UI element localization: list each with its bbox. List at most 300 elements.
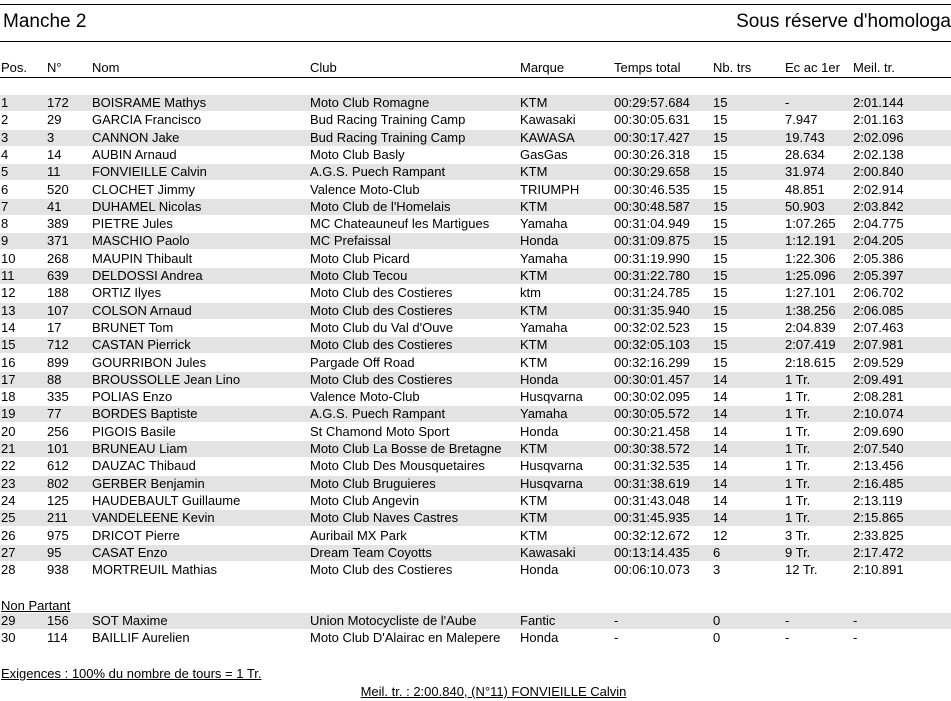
cell-pos: 26 [1, 528, 16, 543]
cell-brand: Fantic [520, 614, 556, 628]
cell-club: Dream Team Coyotts [310, 545, 432, 560]
cell-gap: 1 Tr. [785, 407, 811, 422]
cell-name: GERBER Benjamin [92, 476, 205, 491]
cell-best: - [853, 631, 858, 646]
cell-time: 00:31:45.935 [614, 511, 690, 526]
cell-brand: KAWASA [520, 130, 575, 145]
cell-num: 107 [47, 303, 69, 318]
table-row[interactable] [0, 337, 951, 353]
cell-brand: ktm [520, 286, 541, 301]
cell-laps: 15 [713, 234, 728, 249]
cell-time: 00:13:14.435 [614, 545, 690, 560]
cell-gap: 28.634 [785, 147, 825, 162]
cell-pos: 30 [1, 631, 16, 646]
cell-club: Moto Club des Costieres [310, 563, 453, 578]
cell-brand: Kawasaki [520, 113, 576, 128]
cell-brand: GasGas [520, 147, 568, 162]
cell-time: 00:31:24.785 [614, 286, 690, 301]
cell-num: 975 [47, 528, 69, 543]
cell-laps: 14 [713, 511, 728, 526]
cell-club: Moto Club des Costieres [310, 286, 453, 301]
cell-best: 2:01.144 [853, 96, 904, 110]
cell-name: ORTIZ Ilyes [92, 286, 162, 301]
col-header-num[interactable]: N° [47, 60, 62, 75]
cell-club: Moto Club des Costieres [310, 303, 453, 318]
cell-pos: 13 [1, 303, 16, 318]
cell-brand: Yamaha [520, 217, 568, 232]
cell-time: 00:30:48.587 [614, 199, 690, 214]
cell-name: BAILLIF Aurelien [92, 631, 190, 646]
cell-pos: 20 [1, 424, 16, 439]
cell-club: Moto Club du Val d'Ouve [310, 320, 454, 335]
cell-time: 00:06:10.073 [614, 563, 690, 578]
table-row[interactable] [0, 630, 951, 646]
cell-pos: 3 [1, 130, 9, 145]
cell-brand: KTM [520, 493, 548, 508]
cell-num: 29 [47, 113, 62, 128]
cell-club: Union Motocycliste de l'Aube [310, 614, 477, 628]
cell-best: 2:17.472 [853, 545, 904, 560]
cell-club: Moto Club Basly [310, 147, 405, 162]
cell-time: 00:31:35.940 [614, 303, 690, 318]
cell-pos: 11 [1, 269, 15, 283]
cell-club: Moto Club Tecou [310, 269, 408, 283]
col-header-laps[interactable]: Nb. trs [713, 60, 752, 75]
cell-club: Moto Club La Bosse de Bretagne [310, 442, 502, 456]
table-row[interactable] [0, 406, 951, 422]
table-row[interactable] [0, 493, 951, 509]
cell-pos: 27 [1, 545, 16, 560]
cell-name: GOURRIBON Jules [92, 355, 207, 370]
non-partant-heading: Non Partant [1, 598, 71, 613]
cell-brand: Yamaha [520, 320, 568, 335]
cell-gap: 2:07.419 [785, 338, 836, 353]
cell-time: 00:30:17.427 [614, 130, 690, 145]
table-row[interactable] [0, 545, 951, 561]
cell-laps: 15 [713, 165, 728, 180]
cell-time: 00:30:26.318 [614, 147, 690, 162]
cell-gap: 1:38.256 [785, 303, 836, 318]
cell-pos: 4 [1, 147, 9, 162]
cell-gap: 48.851 [785, 182, 825, 197]
cell-brand: Yamaha [520, 407, 568, 422]
cell-brand: Husqvarna [520, 459, 583, 474]
cell-laps: 15 [713, 147, 728, 162]
cell-best: 2:03.842 [853, 199, 904, 214]
cell-laps: 14 [713, 476, 728, 491]
cell-brand: KTM [520, 528, 548, 543]
cell-laps: 0 [713, 631, 721, 646]
cell-best: 2:16.485 [853, 476, 904, 491]
cell-laps: 3 [713, 563, 721, 578]
col-header-best[interactable]: Meil. tr. [853, 60, 895, 75]
cell-gap: 31.974 [785, 165, 825, 180]
cell-pos: 28 [1, 563, 16, 578]
cell-gap: 3 Tr. [785, 528, 811, 543]
cell-name: HAUDEBAULT Guillaume [92, 493, 241, 508]
cell-club: Moto Club Bruguieres [310, 476, 436, 491]
cell-best: 2:02.096 [853, 130, 904, 145]
cell-club: Moto Club Angevin [310, 493, 420, 508]
col-header-pos[interactable]: Pos. [1, 60, 28, 75]
cell-laps: 14 [713, 442, 728, 456]
cell-best: 2:08.281 [853, 390, 904, 405]
cell-pos: 16 [1, 355, 16, 370]
cell-time: 00:32:16.299 [614, 355, 690, 370]
cell-time: 00:32:12.672 [614, 528, 690, 543]
cell-laps: 15 [713, 269, 728, 283]
cell-num: 156 [47, 614, 69, 628]
cell-laps: 15 [713, 113, 728, 128]
table-row[interactable] [0, 303, 951, 319]
table-row[interactable] [0, 372, 951, 388]
cell-best: 2:02.914 [853, 182, 904, 197]
cell-gap: 1 Tr. [785, 511, 811, 526]
cell-club: Bud Racing Training Camp [310, 113, 466, 128]
cell-best: 2:13.456 [853, 459, 904, 474]
cell-gap: 1:27.101 [785, 286, 836, 301]
cell-time: 00:32:05.103 [614, 338, 690, 353]
cell-pos: 21 [1, 442, 16, 456]
table-row[interactable] [0, 182, 951, 198]
cell-brand: KTM [520, 165, 548, 180]
cell-num: 114 [47, 631, 68, 646]
cell-best: 2:07.540 [853, 442, 904, 456]
homologation-notice: Sous réserve d'homologa [736, 11, 951, 32]
cell-name: DUHAMEL Nicolas [92, 199, 202, 214]
table-row[interactable] [0, 130, 951, 146]
cell-brand: Honda [520, 234, 559, 249]
cell-pos: 25 [1, 511, 16, 526]
cell-brand: KTM [520, 303, 548, 318]
cell-laps: 0 [713, 614, 721, 628]
cell-brand: Honda [520, 372, 559, 387]
cell-best: 2:01.163 [853, 113, 904, 128]
cell-num: 14 [47, 147, 62, 162]
cell-best: 2:10.891 [853, 563, 904, 578]
cell-laps: 15 [713, 217, 728, 232]
cell-best: 2:00.840 [853, 165, 904, 180]
cell-best: 2:10.074 [853, 407, 904, 422]
cell-gap: 12 Tr. [785, 563, 818, 578]
cell-club: Pargade Off Road [310, 355, 415, 370]
cell-name: CASTAN Pierrick [92, 338, 191, 353]
cell-club: Moto Club Picard [310, 251, 410, 266]
table-row[interactable] [0, 476, 951, 492]
cell-num: 612 [47, 459, 69, 474]
cell-time: 00:30:01.457 [614, 372, 690, 387]
cell-gap: 1 Tr. [785, 459, 811, 474]
cell-brand: KTM [520, 269, 548, 283]
cell-num: 101 [47, 442, 69, 456]
cell-laps: 14 [713, 493, 728, 508]
header-rule [0, 77, 951, 78]
cell-name: GARCIA Francisco [92, 113, 202, 128]
cell-gap: 2:18.615 [785, 355, 836, 370]
cell-club: Moto Club des Costieres [310, 338, 453, 353]
cell-time: 00:29:57.684 [614, 96, 690, 110]
top-rule [0, 4, 951, 5]
cell-best: 2:09.529 [853, 355, 904, 370]
table-row[interactable] [0, 233, 951, 249]
cell-name: DAUZAC Thibaud [92, 459, 196, 474]
cell-time: 00:31:32.535 [614, 459, 690, 474]
cell-best: 2:06.702 [853, 286, 904, 301]
cell-gap: - [785, 96, 790, 110]
table-row[interactable] [0, 199, 951, 215]
col-header-club[interactable]: Club [310, 60, 337, 75]
cell-time: - [614, 614, 619, 628]
cell-num: 211 [47, 511, 68, 526]
cell-club: Moto Club Naves Castres [310, 511, 459, 526]
cell-best: 2:07.981 [853, 338, 904, 353]
cell-gap: 9 Tr. [785, 545, 811, 560]
col-header-name[interactable]: Nom [92, 60, 120, 75]
cell-laps: 15 [713, 338, 728, 353]
cell-club: MC Chateauneuf les Martigues [310, 217, 490, 232]
cell-num: 41 [47, 199, 62, 214]
cell-club: MC Prefaissal [310, 234, 391, 249]
cell-brand: Honda [520, 631, 559, 646]
cell-club: Moto Club Des Mousquetaires [310, 459, 485, 474]
cell-num: 335 [47, 390, 69, 405]
cell-pos: 2 [1, 113, 9, 128]
table-row[interactable] [0, 285, 951, 301]
table-row[interactable] [0, 147, 951, 163]
cell-best: 2:09.690 [853, 424, 904, 439]
page-title: Manche 2 [3, 11, 87, 32]
cell-laps: 15 [713, 130, 728, 145]
cell-gap: 1:22.306 [785, 251, 836, 266]
title-rule [0, 41, 951, 42]
cell-club: Moto Club Romagne [310, 96, 430, 110]
cell-time: 00:30:38.572 [614, 442, 690, 456]
cell-best: 2:13.119 [853, 493, 903, 508]
cell-pos: 29 [1, 614, 16, 628]
cell-brand: Honda [520, 563, 559, 578]
cell-num: 389 [47, 217, 69, 232]
cell-pos: 5 [1, 165, 9, 180]
table-row[interactable] [0, 424, 951, 440]
cell-best: 2:06.085 [853, 303, 904, 318]
cell-num: 95 [47, 545, 62, 560]
cell-time: 00:31:04.949 [614, 217, 690, 232]
cell-name: BOISRAME Mathys [92, 96, 207, 110]
cell-name: BRUNET Tom [92, 320, 174, 335]
cell-name: VANDELEENE Kevin [92, 511, 215, 526]
cell-laps: 15 [713, 182, 728, 197]
cell-name: COLSON Arnaud [92, 303, 192, 318]
cell-name: AUBIN Arnaud [92, 147, 177, 162]
cell-num: 938 [47, 563, 69, 578]
cell-laps: 15 [713, 355, 728, 370]
cell-laps: 15 [713, 199, 728, 214]
cell-gap: 1 Tr. [785, 390, 811, 405]
cell-time: 00:31:09.875 [614, 234, 690, 249]
cell-brand: KTM [520, 442, 548, 456]
cell-best: 2:07.463 [853, 320, 904, 335]
cell-gap: 1 Tr. [785, 476, 811, 491]
cell-brand: KTM [520, 355, 548, 370]
cell-gap: 2:04.839 [785, 320, 836, 335]
cell-num: 88 [47, 372, 62, 387]
cell-gap: 1 Tr. [785, 424, 811, 439]
cell-num: 371 [47, 234, 69, 249]
cell-club: A.G.S. Puech Rampant [310, 407, 446, 422]
cell-pos: 15 [1, 338, 16, 353]
cell-num: 125 [47, 493, 69, 508]
cell-pos: 23 [1, 476, 16, 491]
table-row[interactable] [0, 528, 951, 544]
cell-gap: 7.947 [785, 113, 818, 128]
cell-time: 00:30:46.535 [614, 182, 690, 197]
cell-time: 00:30:05.631 [614, 113, 690, 128]
cell-name: BORDES Baptiste [92, 407, 198, 422]
cell-best: 2:09.491 [853, 372, 904, 387]
cell-laps: 14 [713, 459, 728, 474]
cell-brand: KTM [520, 511, 548, 526]
cell-laps: 15 [713, 251, 728, 266]
table-row[interactable] [0, 441, 951, 457]
table-row[interactable] [0, 216, 951, 232]
cell-pos: 24 [1, 493, 16, 508]
table-row[interactable] [0, 355, 951, 371]
cell-gap: - [785, 614, 790, 628]
cell-num: 256 [47, 424, 69, 439]
cell-best: 2:05.397 [853, 269, 904, 283]
cell-laps: 14 [713, 390, 728, 405]
cell-brand: KTM [520, 338, 548, 353]
cell-laps: 6 [713, 545, 721, 560]
cell-gap: 1 Tr. [785, 372, 811, 387]
col-header-gap[interactable]: Ec ac 1er [785, 60, 840, 75]
cell-pos: 10 [1, 251, 16, 266]
cell-laps: 14 [713, 424, 728, 439]
cell-club: Valence Moto-Club [310, 182, 420, 197]
cell-pos: 14 [1, 320, 16, 335]
cell-laps: 12 [713, 528, 728, 543]
cell-name: MAUPIN Thibault [92, 251, 193, 266]
cell-time: 00:31:38.619 [614, 476, 690, 491]
cell-pos: 1 [1, 96, 9, 110]
cell-time: 00:31:19.990 [614, 251, 690, 266]
cell-club: Bud Racing Training Camp [310, 130, 466, 145]
cell-best: 2:15.865 [853, 511, 904, 526]
cell-club: A.G.S. Puech Rampant [310, 165, 446, 180]
cell-name: CASAT Enzo [92, 545, 168, 560]
cell-time: - [614, 631, 619, 646]
cell-best: 2:05.386 [853, 251, 904, 266]
cell-time: 00:30:29.658 [614, 165, 690, 180]
cell-gap: 1 Tr. [785, 493, 811, 508]
table-row[interactable] [0, 95, 951, 111]
cell-name: BRUNEAU Liam [92, 442, 188, 456]
cell-pos: 19 [1, 407, 16, 422]
cell-club: Moto Club des Costieres [310, 372, 453, 387]
cell-time: 00:31:22.780 [614, 269, 690, 283]
cell-best: - [853, 614, 858, 628]
cell-name: SOT Maxime [92, 614, 168, 628]
cell-pos: 7 [1, 199, 9, 214]
cell-gap: 50.903 [785, 199, 825, 214]
cell-laps: 15 [713, 96, 728, 110]
cell-brand: Honda [520, 424, 559, 439]
table-row[interactable] [0, 251, 951, 267]
table-row[interactable] [0, 164, 951, 180]
cell-pos: 17 [1, 372, 16, 387]
cell-club: Auribail MX Park [310, 528, 407, 543]
cell-name: BROUSSOLLE Jean Lino [92, 372, 241, 387]
table-row[interactable] [0, 320, 951, 336]
table-row[interactable] [0, 562, 951, 578]
cell-name: POLIAS Enzo [92, 390, 173, 405]
col-header-time[interactable]: Temps total [614, 60, 681, 75]
best-lap-note: Meil. tr. : 2:00.840, (N°11) FONVIEILLE Calvin [360, 684, 627, 699]
cell-brand: Husqvarna [520, 476, 583, 491]
cell-brand: Husqvarna [520, 390, 583, 405]
cell-club: St Chamond Moto Sport [310, 424, 450, 439]
cell-gap: 19.743 [785, 130, 825, 145]
cell-time: 00:31:43.048 [614, 493, 690, 508]
cell-name: MASCHIO Paolo [92, 234, 190, 249]
cell-num: 17 [47, 320, 62, 335]
cell-pos: 18 [1, 390, 16, 405]
cell-time: 00:30:05.572 [614, 407, 690, 422]
cell-name: MORTREUIL Mathias [92, 563, 217, 578]
cell-best: 2:33.825 [853, 528, 904, 543]
cell-brand: KTM [520, 199, 548, 214]
cell-num: 639 [47, 269, 69, 283]
cell-name: DRICOT Pierre [92, 528, 180, 543]
table-row[interactable] [0, 112, 951, 128]
cell-num: 3 [47, 130, 55, 145]
cell-laps: 15 [713, 286, 728, 301]
cell-brand: TRIUMPH [520, 182, 580, 197]
cell-brand: Kawasaki [520, 545, 576, 560]
cell-name: PIGOIS Basile [92, 424, 176, 439]
cell-gap: 1:25.096 [785, 269, 836, 283]
cell-club: Moto Club D'Alairac en Malepere [310, 631, 501, 646]
cell-num: 712 [47, 338, 69, 353]
cell-name: PIETRE Jules [92, 217, 173, 232]
table-row[interactable] [0, 613, 951, 629]
table-row[interactable] [0, 458, 951, 474]
table-row[interactable] [0, 510, 951, 526]
cell-time: 00:30:21.458 [614, 424, 690, 439]
cell-pos: 8 [1, 217, 9, 232]
cell-num: 802 [47, 476, 69, 491]
cell-name: CLOCHET Jimmy [92, 182, 196, 197]
cell-gap: 1 Tr. [785, 442, 811, 456]
cell-brand: Yamaha [520, 251, 568, 266]
cell-laps: 14 [713, 372, 728, 387]
cell-brand: KTM [520, 96, 548, 110]
cell-best: 2:04.775 [853, 217, 904, 232]
table-row[interactable] [0, 268, 951, 284]
cell-name: DELDOSSI Andrea [92, 269, 203, 283]
col-header-brand[interactable]: Marque [520, 60, 565, 75]
cell-num: 520 [47, 182, 69, 197]
cell-best: 2:02.138 [853, 147, 904, 162]
table-row[interactable] [0, 389, 951, 405]
cell-num: 268 [47, 251, 69, 266]
cell-pos: 12 [1, 286, 16, 301]
requirements-note: Exigences : 100% du nombre de tours = 1 Tr. [1, 666, 262, 681]
cell-laps: 15 [713, 303, 728, 318]
cell-pos: 6 [1, 182, 9, 197]
cell-num: 188 [47, 286, 69, 301]
cell-time: 00:32:02.523 [614, 320, 690, 335]
